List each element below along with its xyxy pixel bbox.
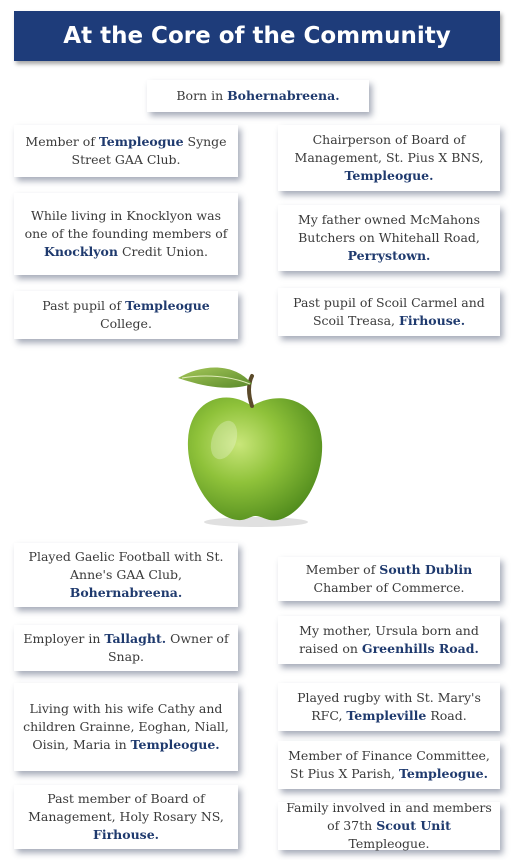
fact-segment: Owner of Snap. — [107, 631, 229, 664]
fact-text — [286, 211, 492, 265]
fact-highlight: Templeogue. — [399, 766, 488, 781]
fact-segment: Templeogue. — [348, 836, 430, 851]
page-title: At the Core of the Community — [14, 11, 500, 61]
fact-text — [22, 133, 230, 169]
fact-segment: Member of — [25, 134, 99, 149]
fact-segment: Living with his wife Cathy and children Grainne, Eoghan, Niall, Oisin, Maria in — [23, 701, 229, 752]
fact-text — [22, 700, 230, 754]
fact-segment: Employer in — [23, 631, 105, 646]
fact-box-finance — [278, 741, 500, 789]
fact-segment: Played rugby with St. Mary's RFC, — [297, 690, 481, 723]
fact-segment: Synge Street GAA Club. — [71, 134, 227, 167]
fact-box-holy-rosary — [14, 785, 238, 849]
fact-segment: While living in Knocklyon was one of the founding members of — [24, 208, 228, 241]
fact-segment: Member of — [305, 562, 380, 577]
fact-box-pius-bns — [278, 125, 500, 191]
fact-highlight: Templeogue — [125, 298, 210, 313]
fact-box-st-annes — [14, 543, 238, 607]
fact-highlight: Tallaght. — [104, 631, 167, 646]
fact-box-born — [147, 80, 369, 112]
fact-highlight: Firhouse. — [398, 313, 466, 328]
fact-highlight: Scout Unit — [376, 818, 451, 833]
fact-text — [286, 131, 492, 185]
fact-text — [286, 747, 492, 783]
fact-highlight: Perrystown. — [347, 248, 431, 263]
fact-highlight: Greenhills Road. — [361, 641, 479, 656]
fact-segment: My mother, Ursula born and raised on — [299, 623, 479, 656]
fact-box-scouts — [278, 802, 500, 850]
fact-highlight: South Dublin — [379, 562, 473, 577]
fact-segment: Past pupil of Scoil Carmel and Scoil Treasa, — [293, 295, 485, 328]
fact-box-rugby — [278, 683, 500, 731]
fact-segment: Played Gaelic Football with St. Anne's GAA Club, — [28, 549, 224, 582]
fact-segment: My father owned McMahons Butchers on Whitehall Road, — [297, 212, 481, 245]
fact-text — [22, 297, 230, 333]
fact-text — [22, 548, 230, 602]
fact-segment: Credit Union. — [117, 244, 209, 259]
fact-text — [22, 630, 230, 666]
fact-text — [22, 207, 230, 261]
fact-segment: Past member of Board of Management, Holy Rosary NS, — [28, 791, 224, 824]
fact-highlight: Templeogue. — [130, 737, 220, 752]
fact-box-mcmahons — [278, 205, 500, 271]
fact-box-scoil-carmel — [278, 288, 500, 336]
fact-highlight: Knocklyon — [43, 244, 118, 259]
fact-text — [286, 689, 492, 725]
fact-box-south-dublin — [278, 557, 500, 601]
fact-highlight: Firhouse. — [92, 827, 160, 842]
fact-highlight: Bohernabreena. — [69, 585, 183, 600]
fact-text — [286, 294, 492, 330]
fact-box-family — [14, 683, 238, 771]
fact-segment: College. — [100, 316, 152, 331]
fact-segment: Member of Finance Committee, St Pius X Parish, — [288, 748, 490, 781]
fact-segment: Born in — [176, 88, 228, 103]
fact-highlight: Templeville — [346, 708, 427, 723]
fact-text — [286, 622, 492, 658]
fact-highlight: Bohernabreena. — [227, 88, 340, 103]
fact-text — [286, 561, 492, 597]
fact-text — [286, 799, 492, 853]
fact-segment: Chamber of Commerce. — [313, 580, 465, 595]
fact-box-mother — [278, 616, 500, 664]
fact-highlight: Templeogue. — [344, 168, 434, 183]
fact-segment: Past pupil of — [42, 298, 126, 313]
fact-segment: Road. — [426, 708, 467, 723]
fact-segment: Family involved in and members of 37th — [286, 800, 492, 833]
fact-text — [22, 790, 230, 844]
apple-icon — [172, 358, 332, 530]
fact-box-templeogue-gaa — [14, 125, 238, 177]
fact-segment: Chairperson of Board of Management, St. Pius X BNS, — [294, 132, 484, 165]
fact-text — [176, 87, 339, 105]
fact-box-knocklyon-cu — [14, 193, 238, 275]
fact-box-tallaght — [14, 625, 238, 671]
fact-box-templeogue-college — [14, 291, 238, 339]
fact-highlight: Templeogue — [98, 134, 184, 149]
